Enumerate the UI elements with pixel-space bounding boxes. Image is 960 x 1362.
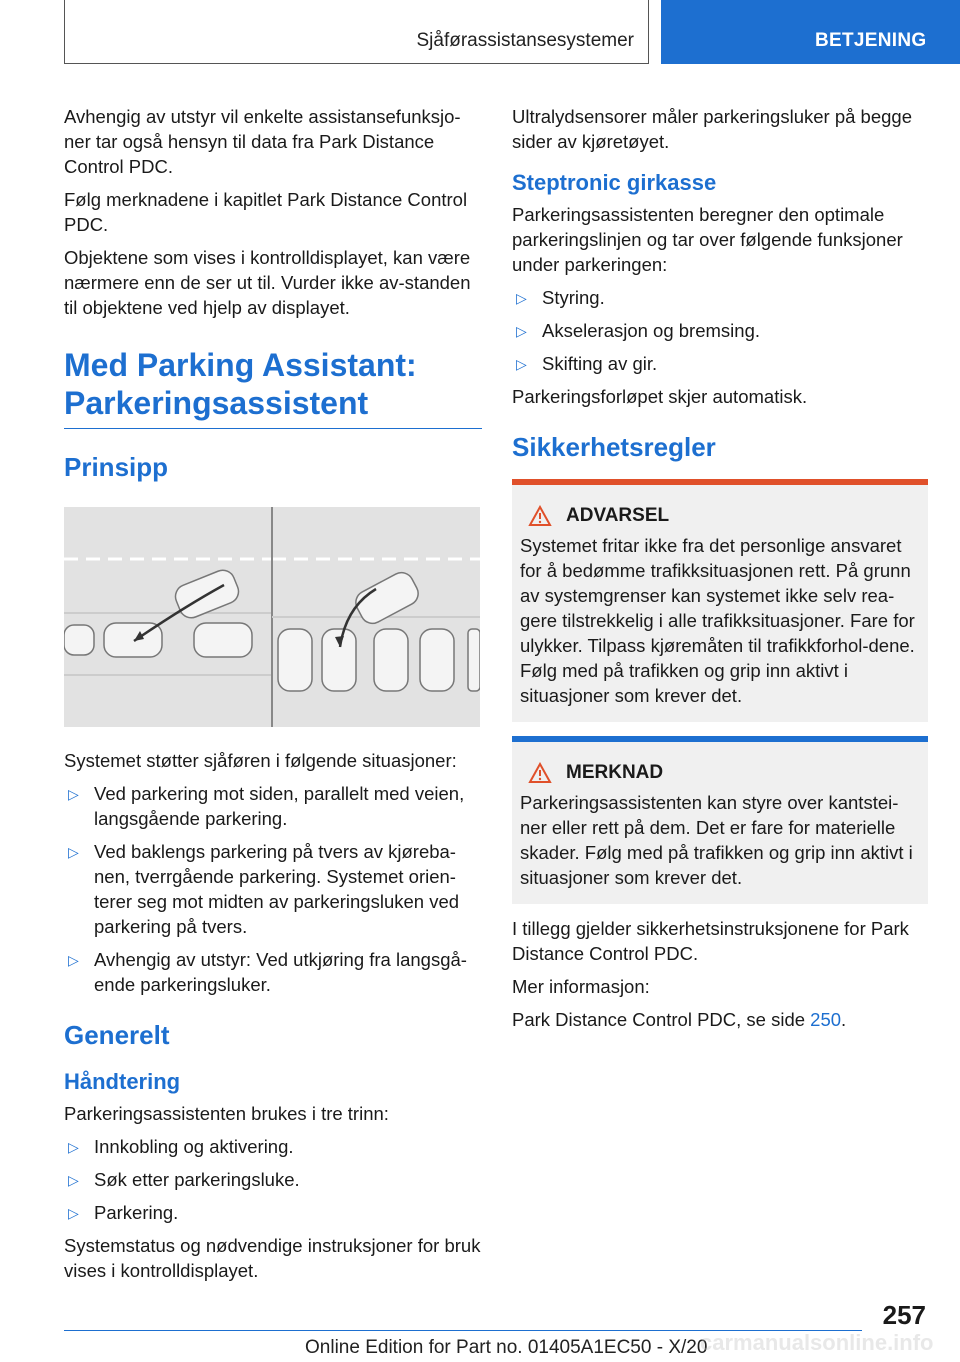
note-triangle-icon: [528, 762, 552, 784]
bullet-triangle-icon: ▷: [68, 844, 79, 860]
pdc-reference: Park Distance Control PDC, se side 250.: [512, 1009, 847, 1030]
note-title: MERKNAD: [566, 762, 664, 783]
list-item: ▷ Søk etter parkeringsluke.: [64, 1167, 482, 1192]
bullet-triangle-icon: ▷: [516, 323, 527, 339]
warning-box: [512, 479, 928, 722]
bullet-triangle-icon: ▷: [68, 1205, 79, 1221]
list-item: ▷ Innkobling og aktivering.: [64, 1134, 482, 1159]
note-box: [512, 736, 928, 904]
warning-triangle-icon: [528, 505, 552, 527]
bullet-triangle-icon: ▷: [68, 1172, 79, 1188]
bullet-triangle-icon: ▷: [516, 290, 527, 306]
list-item: ▷ Ved baklengs parkering på tvers av kjøreba-nen, tverrgående parkering. Systemet orien-terer seg mot midten av parkeringsluken ved parkering på tvers.: [68, 841, 460, 937]
list-item: ▷ Akselerasjon og bremsing.: [512, 318, 928, 343]
bullet-triangle-icon: ▷: [68, 952, 79, 968]
heading-generelt: Generelt: [64, 1020, 170, 1050]
footer-edition: Online Edition for Part no. 01405A1EC50 - X/20: [305, 1337, 708, 1358]
auto-text: Parkeringsforløpet skjer automatisk.: [512, 386, 808, 407]
bullet-triangle-icon: ▷: [68, 1139, 79, 1155]
list-item: ▷ Parkering.: [64, 1200, 482, 1225]
steptronic-text: Parkeringsassistenten beregner den optimale parkeringslinjen og tar over følgende funksjoner under parkeringen:: [512, 204, 903, 275]
warning-title: ADVARSEL: [566, 505, 670, 526]
situations-list: [64, 781, 482, 997]
list-item: ▷ Skifting av gir.: [512, 351, 928, 376]
intro-paragraph: Følg merknadene i kapitlet Park Distance Control PDC.: [64, 189, 468, 235]
note-title-row: [520, 762, 920, 784]
heading-steptronic: Steptronic girkasse: [512, 170, 717, 195]
bullet-triangle-icon: ▷: [516, 356, 527, 372]
heading-prinsipp: Prinsipp: [64, 452, 169, 482]
steps-list: [64, 1134, 482, 1225]
heading-handtering: Håndtering: [64, 1069, 181, 1094]
section-heading-parking-assistant: Med Parking Assistant: Parkeringsassistent: [64, 346, 482, 429]
handtering-text: Parkeringsassistenten brukes i tre trinn:: [64, 1103, 389, 1124]
systemet-text: Systemet støtter sjåføren i følgende situasjoner:: [64, 750, 457, 771]
heading-sikkerhetsregler: Sikkerhetsregler: [512, 432, 716, 462]
header-section-box: [64, 0, 649, 64]
status-text: Systemstatus og nødvendige instruksjoner for bruk vises i kontrolldisplayet.: [64, 1235, 481, 1281]
page-link-250[interactable]: 250: [810, 1009, 842, 1030]
right-column: [512, 104, 928, 1040]
mer-info-label: Mer informasjon:: [512, 976, 650, 997]
left-column: [64, 104, 482, 1291]
page-number: 257: [882, 1300, 926, 1330]
intro-paragraph: Avhengig av utstyr vil enkelte assistansefunksjo-ner tar også hensyn til data fra Park Distance Control PDC.: [64, 106, 461, 177]
note-text: Parkeringsassistenten kan styre over kantstei-ner eller rett på dem. Det er fare for materielle skader. Følg med på trafikken og grip inn aktivt i situasjoner som krever det.: [520, 792, 913, 888]
header-chapter-title: BETJENING: [815, 30, 927, 51]
list-item: ▷ Ved parkering mot siden, parallelt med veien, langsgående parkering.: [68, 783, 465, 829]
warning-title-row: [520, 505, 920, 527]
watermark: carmanualsonline.info: [700, 1330, 934, 1355]
list-item: ▷ Styring.: [512, 285, 928, 310]
ultra-text: Ultralydsensorer måler parkeringsluker på begge sider av kjøretøyet.: [512, 106, 912, 152]
parking-illustration: [64, 507, 480, 727]
header-section-title: Sjåførassistansesystemer: [416, 30, 634, 51]
header-chapter-tab: [661, 0, 960, 64]
functions-list: [512, 285, 928, 376]
bullet-triangle-icon: ▷: [68, 786, 79, 802]
warning-text: Systemet fritar ikke fra det personlige ansvaret for å bedømme trafikksituasjonen rett. På grunn av systemgrenser kan systemet ikke selv rea-gere tilstrekkelig i alle trafikksituasjoner. Fare for ulykker. Tilpass kjøremåten til trafikkforhol-dene. Følg med på trafikken og grip inn aktivt i situasjoner som krever det.: [520, 535, 915, 706]
list-item: ▷ Avhengig av utstyr: Ved utkjøring fra langsgå-ende parkeringsluker.: [68, 949, 467, 995]
intro-paragraph: Objektene som vises i kontrolldisplayet, kan være nærmere enn de ser ut til. Vurder ikke av-standen til objektene ved hjelp av displayet.: [64, 247, 471, 318]
tillegg-text: I tillegg gjelder sikkerhetsinstruksjonene for Park Distance Control PDC.: [512, 918, 909, 964]
